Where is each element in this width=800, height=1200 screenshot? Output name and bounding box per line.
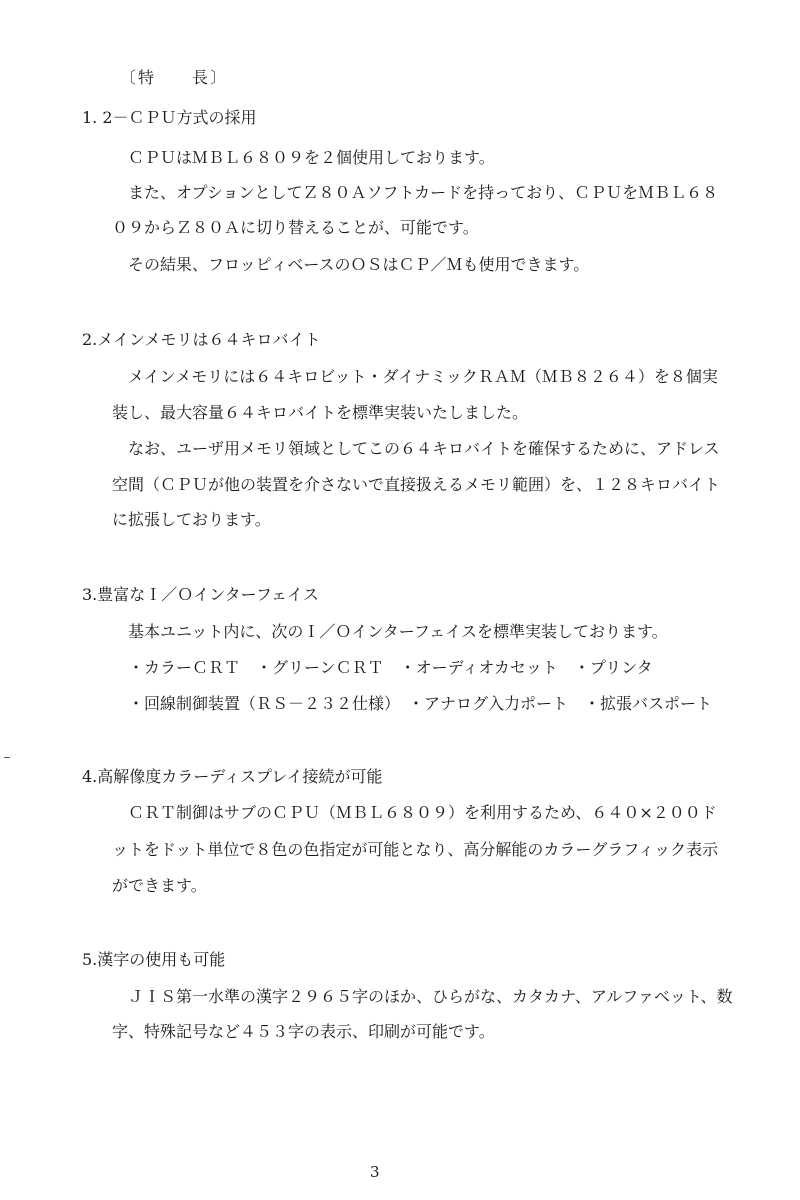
paragraph-line: 字、特殊記号など４５３字の表示、印刷が可能です。 [112,1022,495,1041]
paragraph-line: その結果、フロッピィベースのＯＳはＣＰ／Ｍも使用できます。 [128,255,590,274]
paragraph-line: 空間（ＣＰＵが他の装置を介さないで直接扱えるメモリ範囲）を、１２８キロバイト [112,475,721,494]
heading-4: 4.高解像度カラーディスプレイ接続が可能 [82,767,383,786]
paragraph-line: に拡張しております。 [112,510,271,529]
paragraph-line: 基本ユニット内に、次のＩ／Ｏインターフェイスを標準実装しております。 [128,622,668,641]
list-line: ・回線制御装置（ＲＳ－２３２仕様） ・アナログ入力ポート ・拡張バスポート [128,694,713,713]
paragraph-line: なお、ユーザ用メモリ領域としてこの６４キロバイトを確保するために、アドレス [128,439,720,458]
scan-mark [4,757,10,758]
paragraph-line: ットをドット単位で８色の色指定が可能となり、高分解能のカラーグラフィック表示 [112,840,719,859]
paragraph-line: ＣＲＴ制御はサブのＣＰＵ（ＭＢＬ６８０９）を利用するため、６４０×２００ド [128,803,717,822]
paragraph-line: また、オプションとしてＺ８０Ａソフトカードを持っており、ＣＰＵをＭＢＬ６８ [128,183,719,202]
paragraph-line: ＣＰＵはＭＢＬ６８０９を２個使用しております。 [128,148,495,167]
heading-3: 3.豊富なＩ／Ｏインターフェイス [82,585,319,604]
paragraph-line: ができます。 [112,876,207,895]
paragraph-line: ０９からＺ８０Ａに切り替えることが、可能です。 [112,218,479,237]
heading-5: 5.漢字の使用も可能 [82,950,226,969]
page-number: 3 [370,1163,380,1181]
paragraph-line: メインメモリには６４キロビット・ダイナミックＲＡＭ（ＭＢ８２６４）を８個実 [128,367,718,386]
heading-2: 2.メインメモリは６４キロバイト [82,330,321,349]
paragraph-line: ＪＩＳ第一水準の漢字２９６５字のほか、ひらがな、カタカナ、アルファベット、数 [128,987,733,1006]
paragraph-line: 装し、最大容量６４キロバイトを標準実装いたしました。 [112,403,529,422]
heading-1: 1. 2－ＣＰＵ方式の採用 [82,108,257,127]
list-line: ・カラーＣＲＴ ・グリーンＣＲＴ ・オーディオカセット ・プリンタ [128,658,653,677]
section-title: 〔特 長〕 [120,68,229,87]
